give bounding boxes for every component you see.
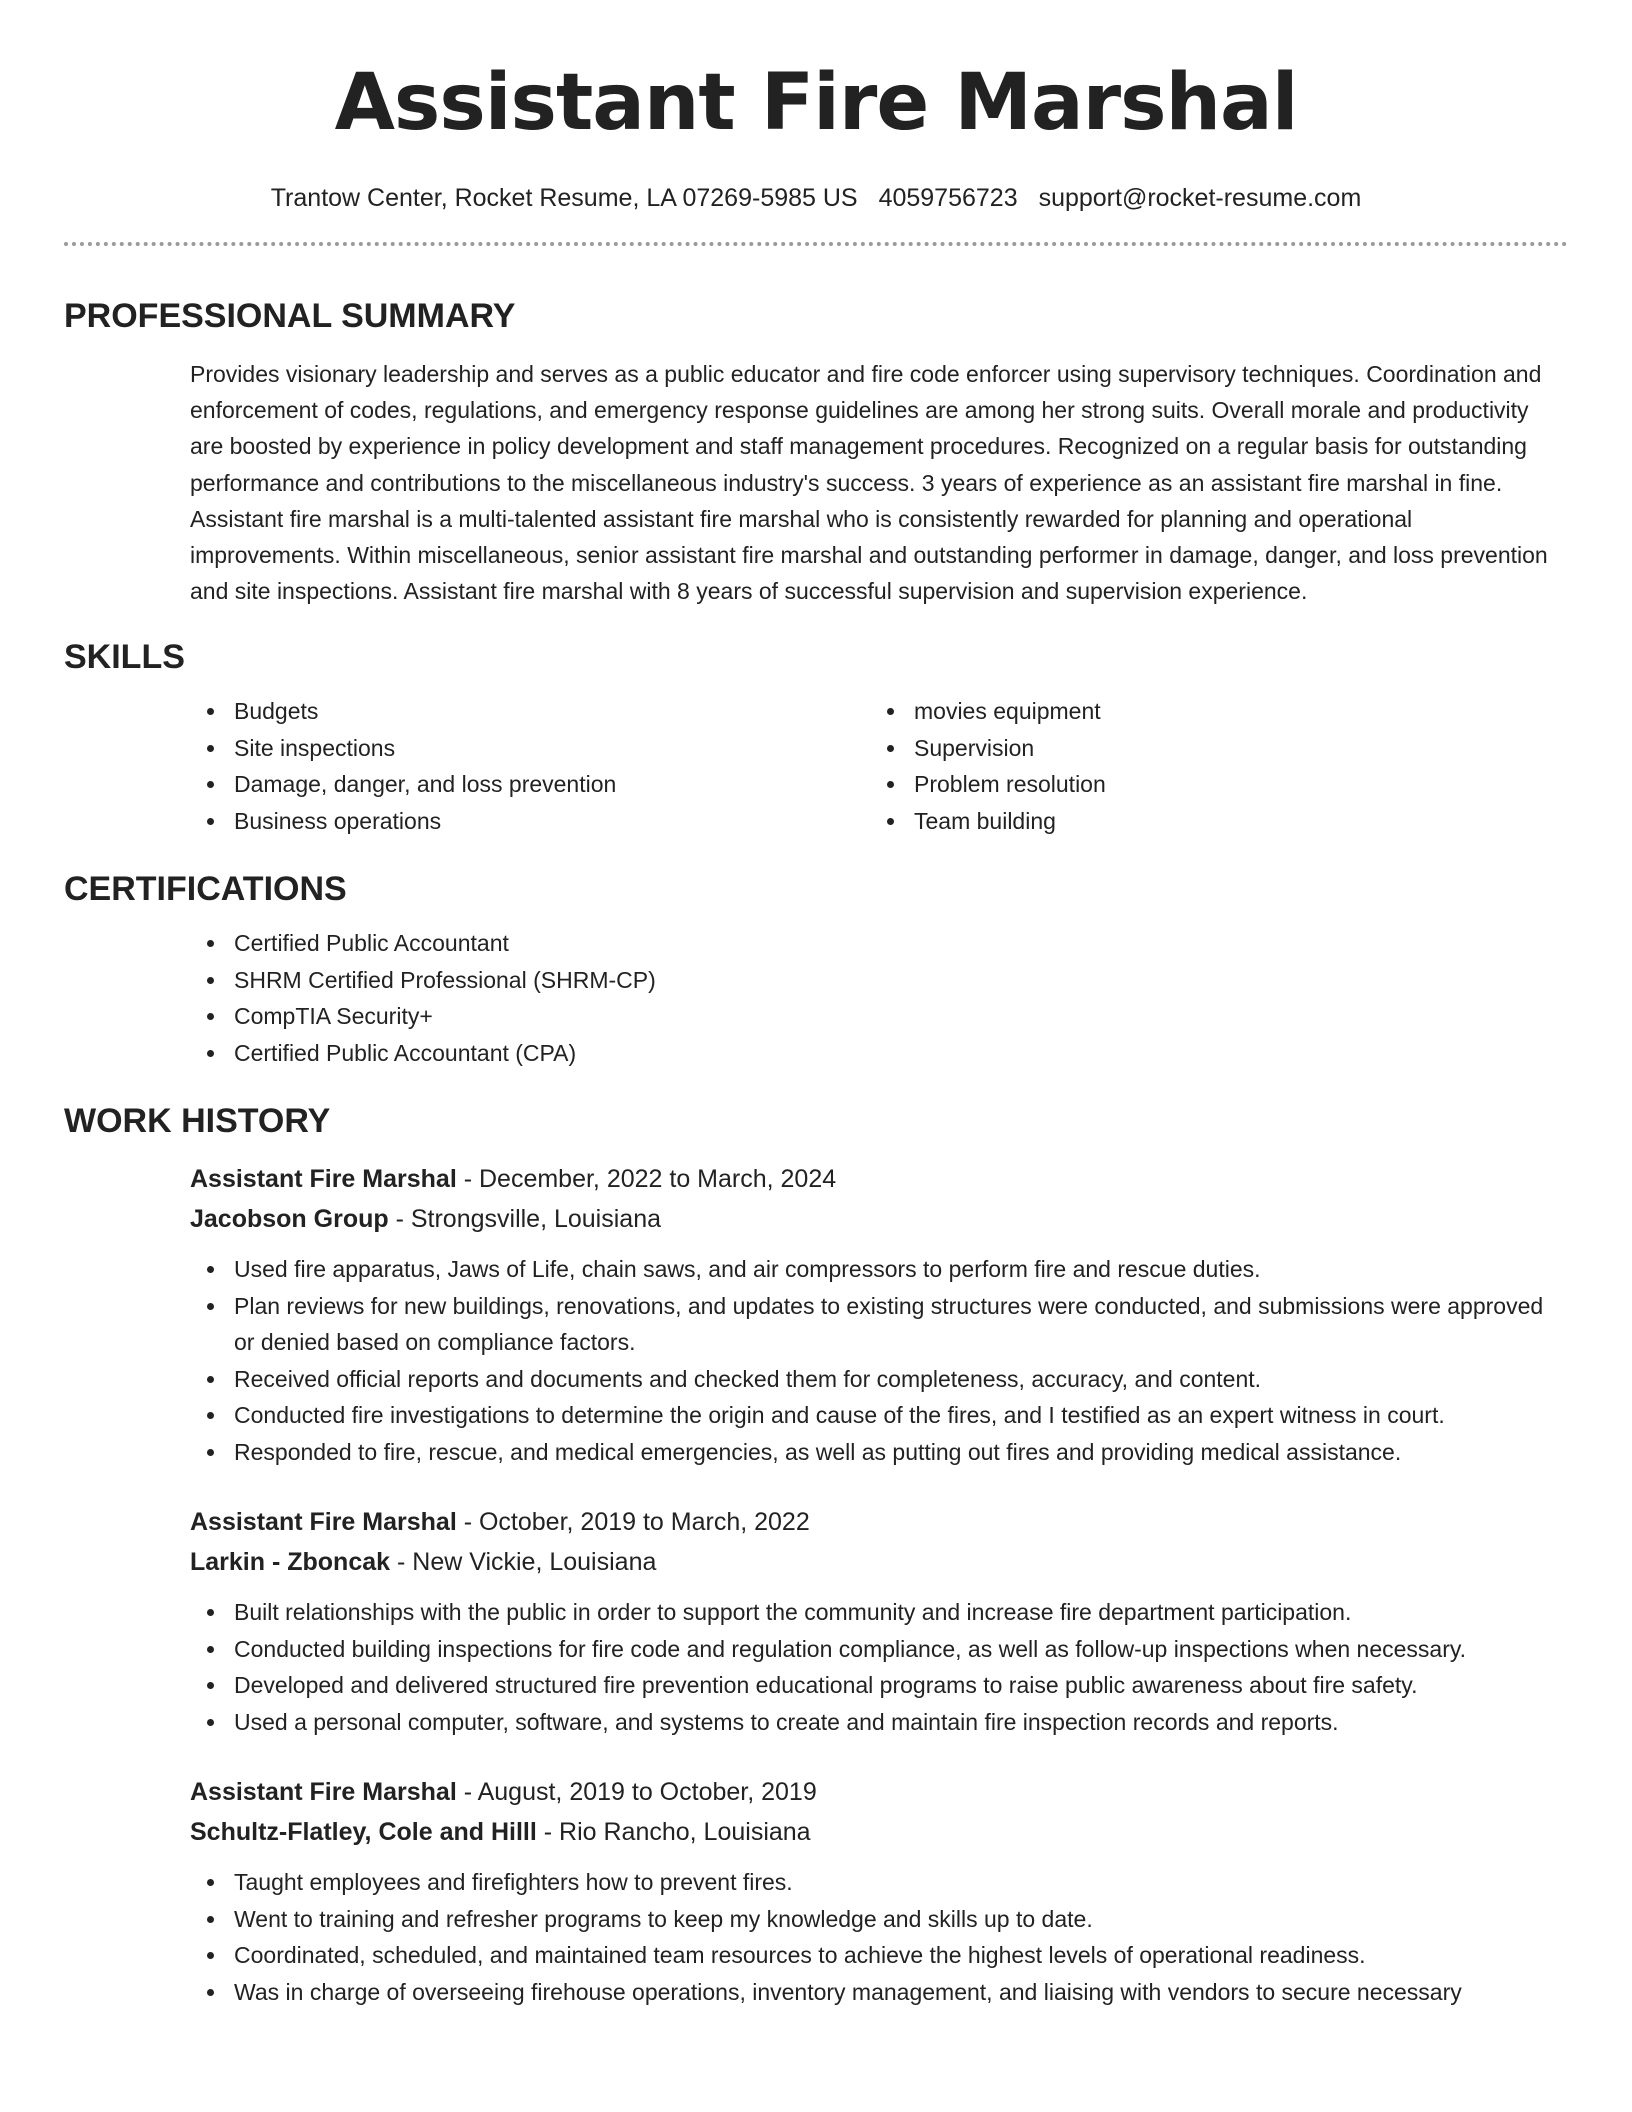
skill-item: Site inspections — [190, 730, 870, 767]
job-title: Assistant Fire Marshal — [190, 1165, 457, 1194]
certifications-title: CERTIFICATIONS — [64, 870, 347, 909]
job-company: Larkin - Zboncak — [190, 1548, 391, 1577]
summary-title: PROFESSIONAL SUMMARY — [64, 297, 516, 335]
job-bullet: Used fire apparatus, Jaws of Life, chain saws, and air compressors to perform fire and rescue duties. — [190, 1251, 1568, 1288]
skills-title: SKILLS — [64, 638, 185, 677]
certifications-section — [64, 867, 1568, 1071]
skills-section — [64, 635, 1568, 839]
certification-item: Certified Public Accountant — [190, 925, 1568, 962]
job-entry — [190, 1159, 1568, 1470]
skill-item: Damage, danger, and loss prevention — [190, 766, 870, 803]
job-title-line — [190, 1159, 1568, 1199]
job-location: - Strongsville, Louisiana — [388, 1205, 662, 1234]
job-bullets — [190, 1251, 1568, 1470]
job-dates: - August, 2019 to October, 2019 — [456, 1778, 817, 1807]
job-title: Assistant Fire Marshal — [190, 1508, 457, 1537]
job-bullet: Received official reports and documents and checked them for completeness, accuracy, and content. — [190, 1361, 1568, 1398]
job-bullet: Conducted fire investigations to determine the origin and cause of the fires, and I testified as an expert witness in court. — [190, 1397, 1568, 1434]
work-history-section — [64, 1099, 1568, 2010]
work-history-title: WORK HISTORY — [64, 1102, 331, 1141]
job-entry — [190, 1502, 1568, 1740]
certifications-list — [190, 925, 1568, 1071]
job-bullet: Plan reviews for new buildings, renovations, and updates to existing structures were conducted, and submissions were approved or denied based on compliance factors. — [190, 1288, 1568, 1361]
header-divider — [64, 242, 1568, 246]
skill-item: Problem resolution — [870, 766, 1550, 803]
job-location: - New Vickie, Louisiana — [390, 1548, 657, 1577]
certification-item: CompTIA Security+ — [190, 998, 1568, 1035]
job-location: - Rio Rancho, Louisiana — [536, 1818, 811, 1847]
skills-grid — [190, 693, 1568, 839]
job-bullet: Taught employees and firefighters how to prevent fires. — [190, 1864, 1568, 1901]
job-company-line — [190, 1812, 1568, 1852]
job-bullet: Responded to fire, rescue, and medical emergencies, as well as putting out fires and providing medical assistance. — [190, 1434, 1568, 1471]
contact-email[interactable]: support@rocket-resume.com — [1038, 184, 1362, 212]
summary-section — [64, 294, 1568, 609]
certification-item: SHRM Certified Professional (SHRM-CP) — [190, 962, 1568, 999]
skill-item: Budgets — [190, 693, 870, 730]
job-company-line — [190, 1542, 1568, 1582]
job-dates: - October, 2019 to March, 2022 — [456, 1508, 810, 1537]
skill-item: Team building — [870, 803, 1550, 840]
job-bullet: Developed and delivered structured fire prevention educational programs to raise public awareness about fire safety. — [190, 1667, 1568, 1704]
contact-line — [64, 174, 1568, 222]
job-title-line — [190, 1502, 1568, 1542]
job-bullet: Built relationships with the public in order to support the community and increase fire department participation. — [190, 1594, 1568, 1631]
job-bullet: Conducted building inspections for fire code and regulation compliance, as well as follow-up inspections when necessary. — [190, 1631, 1568, 1668]
job-bullet: Used a personal computer, software, and systems to create and maintain fire inspection records and reports. — [190, 1704, 1568, 1741]
skills-left-list — [190, 693, 870, 839]
job-company: Jacobson Group — [190, 1205, 389, 1234]
skill-item: movies equipment — [870, 693, 1550, 730]
job-bullet: Coordinated, scheduled, and maintained team resources to achieve the highest levels of operational readiness. — [190, 1937, 1568, 1974]
skill-item: Supervision — [870, 730, 1550, 767]
job-bullets — [190, 1864, 1568, 2010]
certification-item: Certified Public Accountant (CPA) — [190, 1035, 1568, 1072]
job-bullet: Went to training and refresher programs to keep my knowledge and skills up to date. — [190, 1901, 1568, 1938]
skill-item: Business operations — [190, 803, 870, 840]
resume-name: Assistant Fire Marshal — [334, 58, 1298, 148]
contact-address: Trantow Center, Rocket Resume, LA 07269-5985 US — [270, 184, 858, 212]
summary-text: Provides visionary leadership and serves as a public educator and fire code enforcer using supervisory techniques. Coordination and enforcement of codes, regulations, and emergency response guidelines are among her strong suits. Overall morale and productivity are boosted by experience in policy development and staff management procedures. Recognized on a regular basis for outstanding performance and contributions to the miscellaneous industry's success. 3 years of experience as an assistant fire marshal in fine. Assistant fire marshal is a multi-talented assistant fire marshal who is consistently rewarded for planning and operational improvements. Within miscellaneous, senior assistant fire marshal and outstanding performer in damage, danger, and loss prevention and site inspections. Assistant fire marshal with 8 years of successful supervision and supervision experience. — [190, 361, 1548, 605]
skills-right-list — [870, 693, 1550, 839]
job-bullets — [190, 1594, 1568, 1740]
job-company: Schultz-Flatley, Cole and Hilll — [190, 1818, 537, 1847]
job-entry — [190, 1772, 1568, 2010]
job-dates: - December, 2022 to March, 2024 — [456, 1165, 837, 1194]
job-title-line — [190, 1772, 1568, 1812]
job-company-line — [190, 1199, 1568, 1239]
job-bullet: Was in charge of overseeing firehouse operations, inventory management, and liaising with vendors to secure necessary — [190, 1974, 1568, 2011]
contact-phone[interactable]: 4059756723 — [878, 184, 1018, 212]
job-title: Assistant Fire Marshal — [190, 1778, 457, 1807]
